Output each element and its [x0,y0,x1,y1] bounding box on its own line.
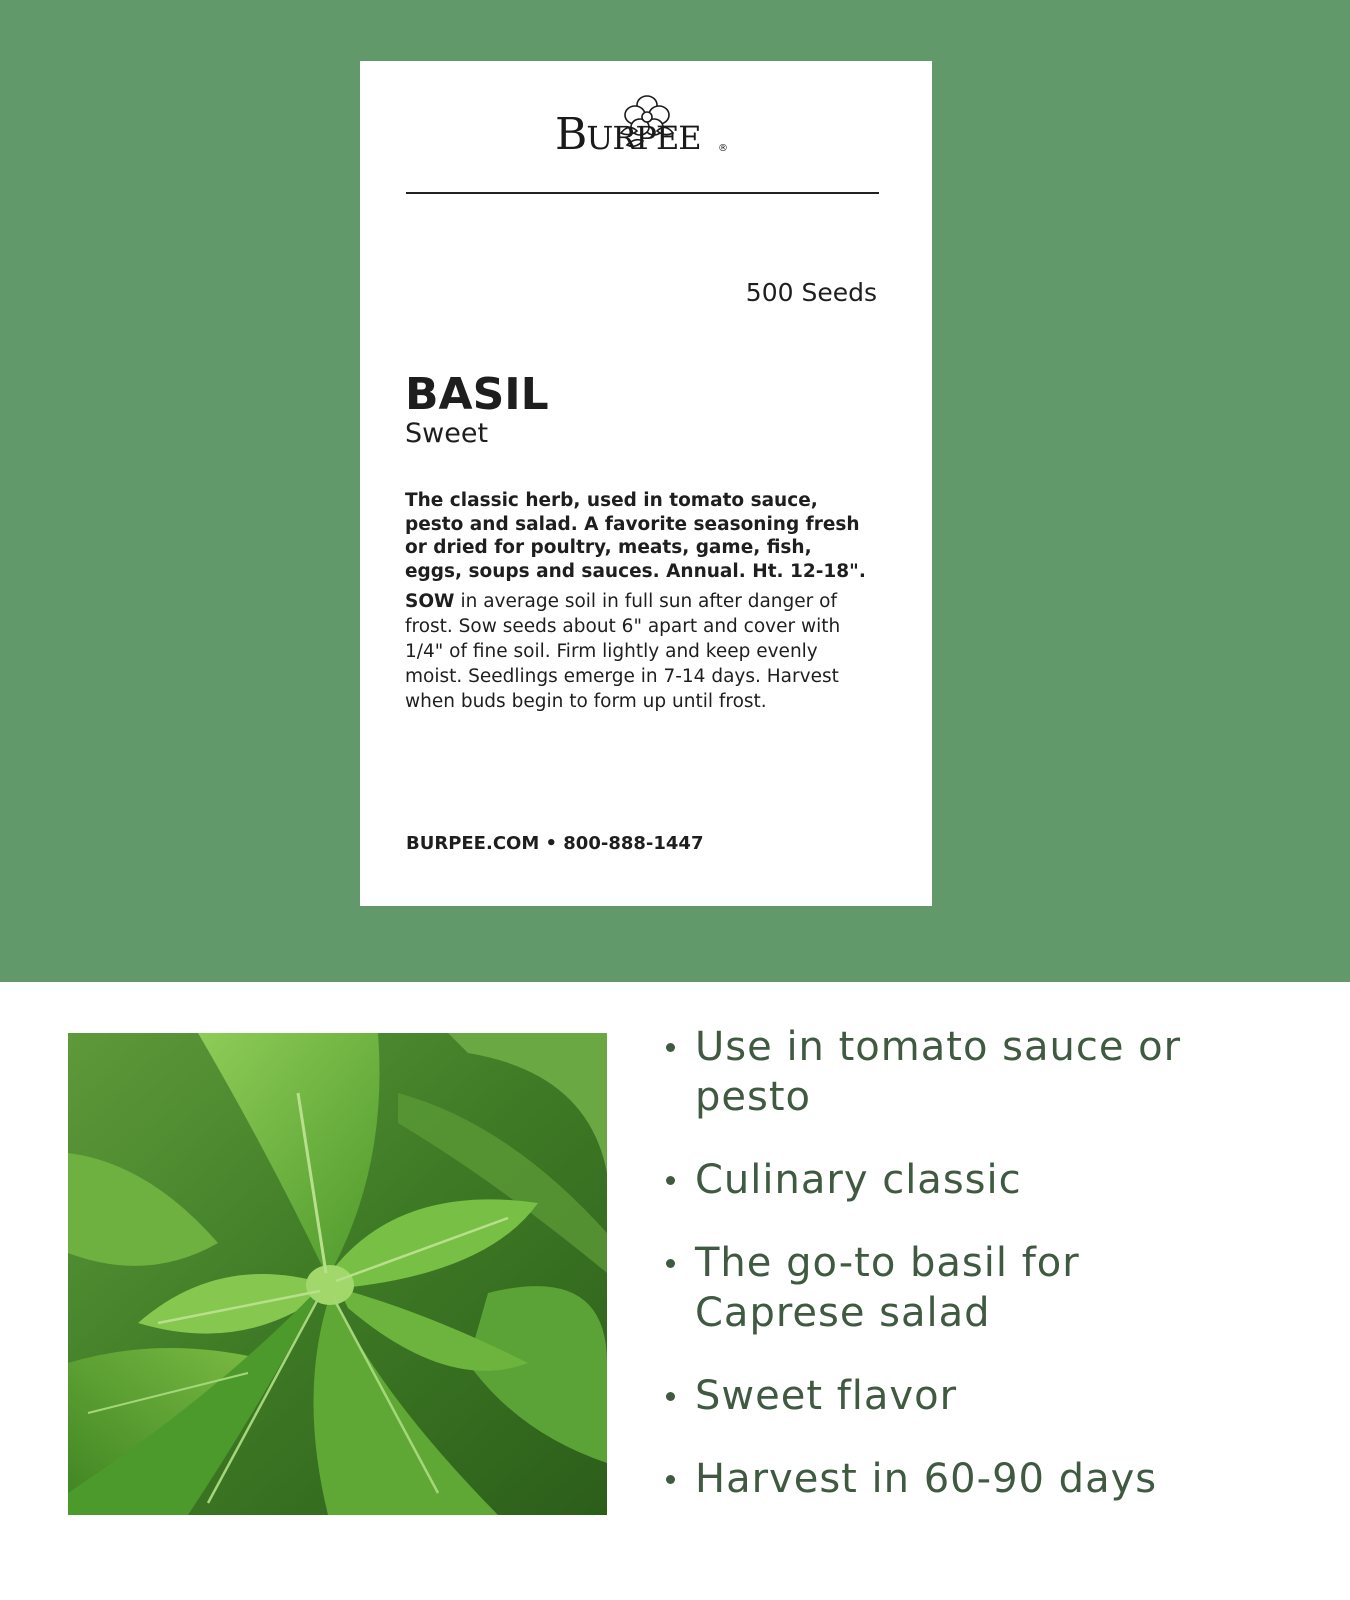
feature-text: Harvest in 60-90 days [695,1456,1158,1502]
plant-variety: Sweet [405,418,489,449]
feature-text: Culinary classic [695,1157,1022,1203]
feature-item [660,1238,1340,1338]
plant-name: BASIL [405,369,549,420]
basil-photo [68,1033,607,1515]
packet-divider [406,192,879,194]
bullet-dot-icon [666,1176,675,1185]
contact-line: BURPEE.COM • 800-888-1447 [406,833,704,854]
bullet-dot-icon [666,1043,675,1052]
basil-leaves-image [68,1033,607,1515]
feature-list [660,1022,1340,1537]
plant-description: The classic herb, used in tomato sauce, pesto and salad. A favorite seasoning fresh or dried for poultry, meats, game, fish, eggs, soups and sauces. Annual. Ht. 12-18". [405,490,866,582]
feature-text: Sweet flavor [695,1373,958,1419]
brand-logo [555,93,730,165]
bullet-dot-icon [666,1475,675,1484]
feature-text: The go-to basil for Caprese salad [695,1240,1080,1336]
sow-label: SOW [405,591,455,612]
feature-item [660,1454,1340,1504]
bullet-dot-icon [666,1259,675,1268]
registered-mark: ® [718,143,728,154]
brand-wordmark: BURPEE [555,109,701,160]
bullet-dot-icon [666,1392,675,1401]
feature-text: Use in tomato sauce or pesto [695,1024,1182,1120]
sowing-instructions [405,589,877,714]
feature-item [660,1371,1340,1421]
seed-count: 500 Seeds [745,278,877,307]
sow-text: in average soil in full sun after danger of frost. Sow seeds about 6" apart and cover with 1/4" of fine soil. Firm lightly and keep evenly moist. Seedlings emerge in 7-14 days. Harvest when buds begin to form up until frost. [405,591,841,712]
feature-item [660,1155,1340,1205]
feature-item [660,1022,1340,1122]
seed-packet [360,61,932,906]
